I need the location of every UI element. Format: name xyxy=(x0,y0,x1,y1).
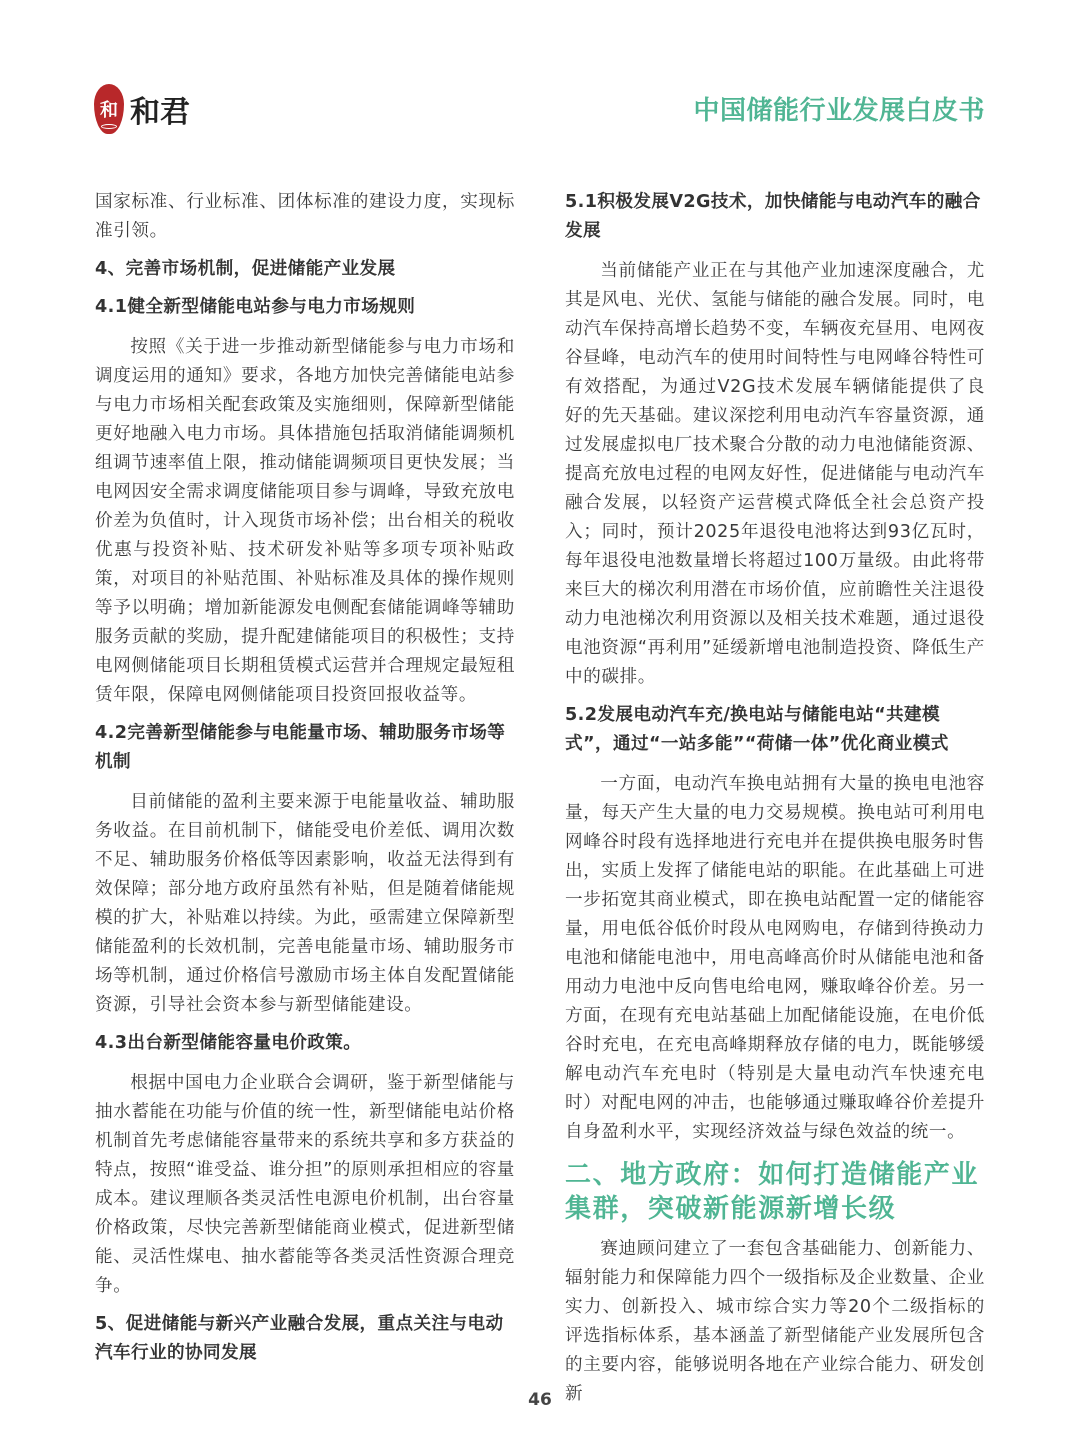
heading-4-1: 4.1健全新型储能电站参与电力市场规则 xyxy=(95,297,416,317)
paragraph-section-2: 赛迪顾问建立了一套包含基础能力、创新能力、辐射能力和保障能力四个一级指标及企业数量、企业实力、创新投入、城市综合实力等20个二级指标的评选指标体系，基本涵盖了新型储能产业发展所包含的主要内容，能够说明各地在产业综合能力、研发创新 xyxy=(565,1239,985,1404)
heading-4-3: 4.3出台新型储能容量电价政策。 xyxy=(95,1033,362,1053)
heading-4-2: 4.2完善新型储能参与电能量市场、辅助服务市场等机制 xyxy=(95,723,506,772)
paragraph-4-3: 根据中国电力企业联合会调研，鉴于新型储能与抽水蓄能在功能与价值的统一性，新型储能电站价格机制首先考虑储能容量带来的系统共享和多方获益的特点，按照“谁受益、谁分担”的原则承担相应的容量成本。建议理顺各类灵活性电源电价机制，出台容量价格政策，尽快完善新型储能商业模式，促进新型储能、灵活性煤电、抽水蓄能等各类灵活性资源合理竞争。 xyxy=(95,1073,515,1296)
heading-5-2: 5.2发展电动汽车充/换电站与储能电站“共建模式”，通过“一站多能”“荷储一体”优化商业模式 xyxy=(565,705,949,754)
right-column xyxy=(565,188,985,1409)
seal-char: 和 xyxy=(100,100,118,121)
brand-name: 和君 xyxy=(130,95,190,130)
heading-4: 4、完善市场机制，促进储能产业发展 xyxy=(95,259,396,279)
section-2-title: 二、地方政府：如何打造储能产业集群，突破新能源新增长级 xyxy=(565,1160,980,1224)
left-column xyxy=(95,188,515,1368)
seal-logo-icon xyxy=(94,84,124,134)
paragraph-4-1: 按照《关于进一步推动新型储能参与电力市场和调度运用的通知》要求，各地方加快完善储能电站参与电力市场相关配套政策及实施细则，保障新型储能更好地融入电力市场。具体措施包括取消储能调频机组调节速率值上限，推动储能调频项目更快发展；当电网因安全需求调度储能项目参与调峰，导致充放电价差为负值时，计入现货市场补偿；出台相关的税收优惠与投资补贴、技术研发补贴等多项专项补贴政策，对项目的补贴范围、补贴标准及具体的操作规则等予以明确；增加新能源发电侧配套储能调峰等辅助服务贡献的奖励，提升配建储能项目的积极性；支持电网侧储能项目长期租赁模式运营并合理规定最短租赁年限，保障电网侧储能项目投资回报收益等。 xyxy=(95,337,515,705)
seal-swirl-icon xyxy=(101,124,117,129)
paragraph-5-2: 一方面，电动汽车换电站拥有大量的换电电池容量，每天产生大量的电力交易规模。换电站可利用电网峰谷时段有选择地进行充电并在提供换电服务时售出，实质上发挥了储能电站的职能。在此基础上可进一步拓宽其商业模式，即在换电站配置一定的储能容量，用电低谷低价时段从电网购电，存储到待换动力电池和储能电池中，用电高峰高价时从储能电池和备用动力电池中反向售电给电网，赚取峰谷价差。另一方面，在现有充电站基础上加配储能设施，在电价低谷时充电，在充电高峰期释放存储的电力，既能够缓解电动汽车充电时（特别是大量电动汽车快速充电时）对配电网的冲击，也能够通过赚取峰谷价差提升自身盈利水平，实现经济效益与绿色效益的统一。 xyxy=(565,774,985,1142)
heading-5: 5、促进储能与新兴产业融合发展，重点关注与电动汽车行业的协同发展 xyxy=(95,1314,504,1363)
paragraph-4-2: 目前储能的盈利主要来源于电能量收益、辅助服务收益。在目前机制下，储能受电价差低、调用次数不足、辅助服务价格低等因素影响，收益无法得到有效保障；部分地方政府虽然有补贴，但是随着储能规模的扩大，补贴难以持续。为此，亟需建立保障新型储能盈利的长效机制，完善电能量市场、辅助服务市场等机制，通过价格信号激励市场主体自发配置储能资源，引导社会资本参与新型储能建设。 xyxy=(95,792,515,1015)
document-title: 中国储能行业发展白皮书 xyxy=(693,96,985,126)
brand-logo xyxy=(94,84,190,134)
page-number: 46 xyxy=(528,1390,552,1410)
page-header xyxy=(0,0,1080,150)
paragraph-continued: 国家标准、行业标准、团体标准的建设力度，实现标准引领。 xyxy=(95,192,515,241)
paragraph-5-1: 当前储能产业正在与其他产业加速深度融合，尤其是风电、光伏、氢能与储能的融合发展。同时，电动汽车保持高增长趋势不变，车辆夜充昼用、电网夜谷昼峰，电动汽车的使用时间特性与电网峰谷特性可有效搭配，为通过V2G技术发展车辆储能提供了良好的先天基础。建议深挖利用电动汽车容量资源，通过发展虚拟电厂技术聚合分散的动力电池储能资源、提高充放电过程的电网友好性，促进储能与电动汽车融合发展，以轻资产运营模式降低全社会总资产投入；同时，预计2025年退役电池将达到93亿瓦时，每年退役电池数量增长将超过100万量级。由此将带来巨大的梯次利用潜在市场价值，应前瞻性关注退役动力电池梯次利用资源以及相关技术难题，通过退役电池资源“再利用”延缓新增电池制造投资、降低生产中的碳排。 xyxy=(565,261,985,687)
heading-5-1: 5.1积极发展V2G技术，加快储能与电动汽车的融合发展 xyxy=(565,192,981,241)
